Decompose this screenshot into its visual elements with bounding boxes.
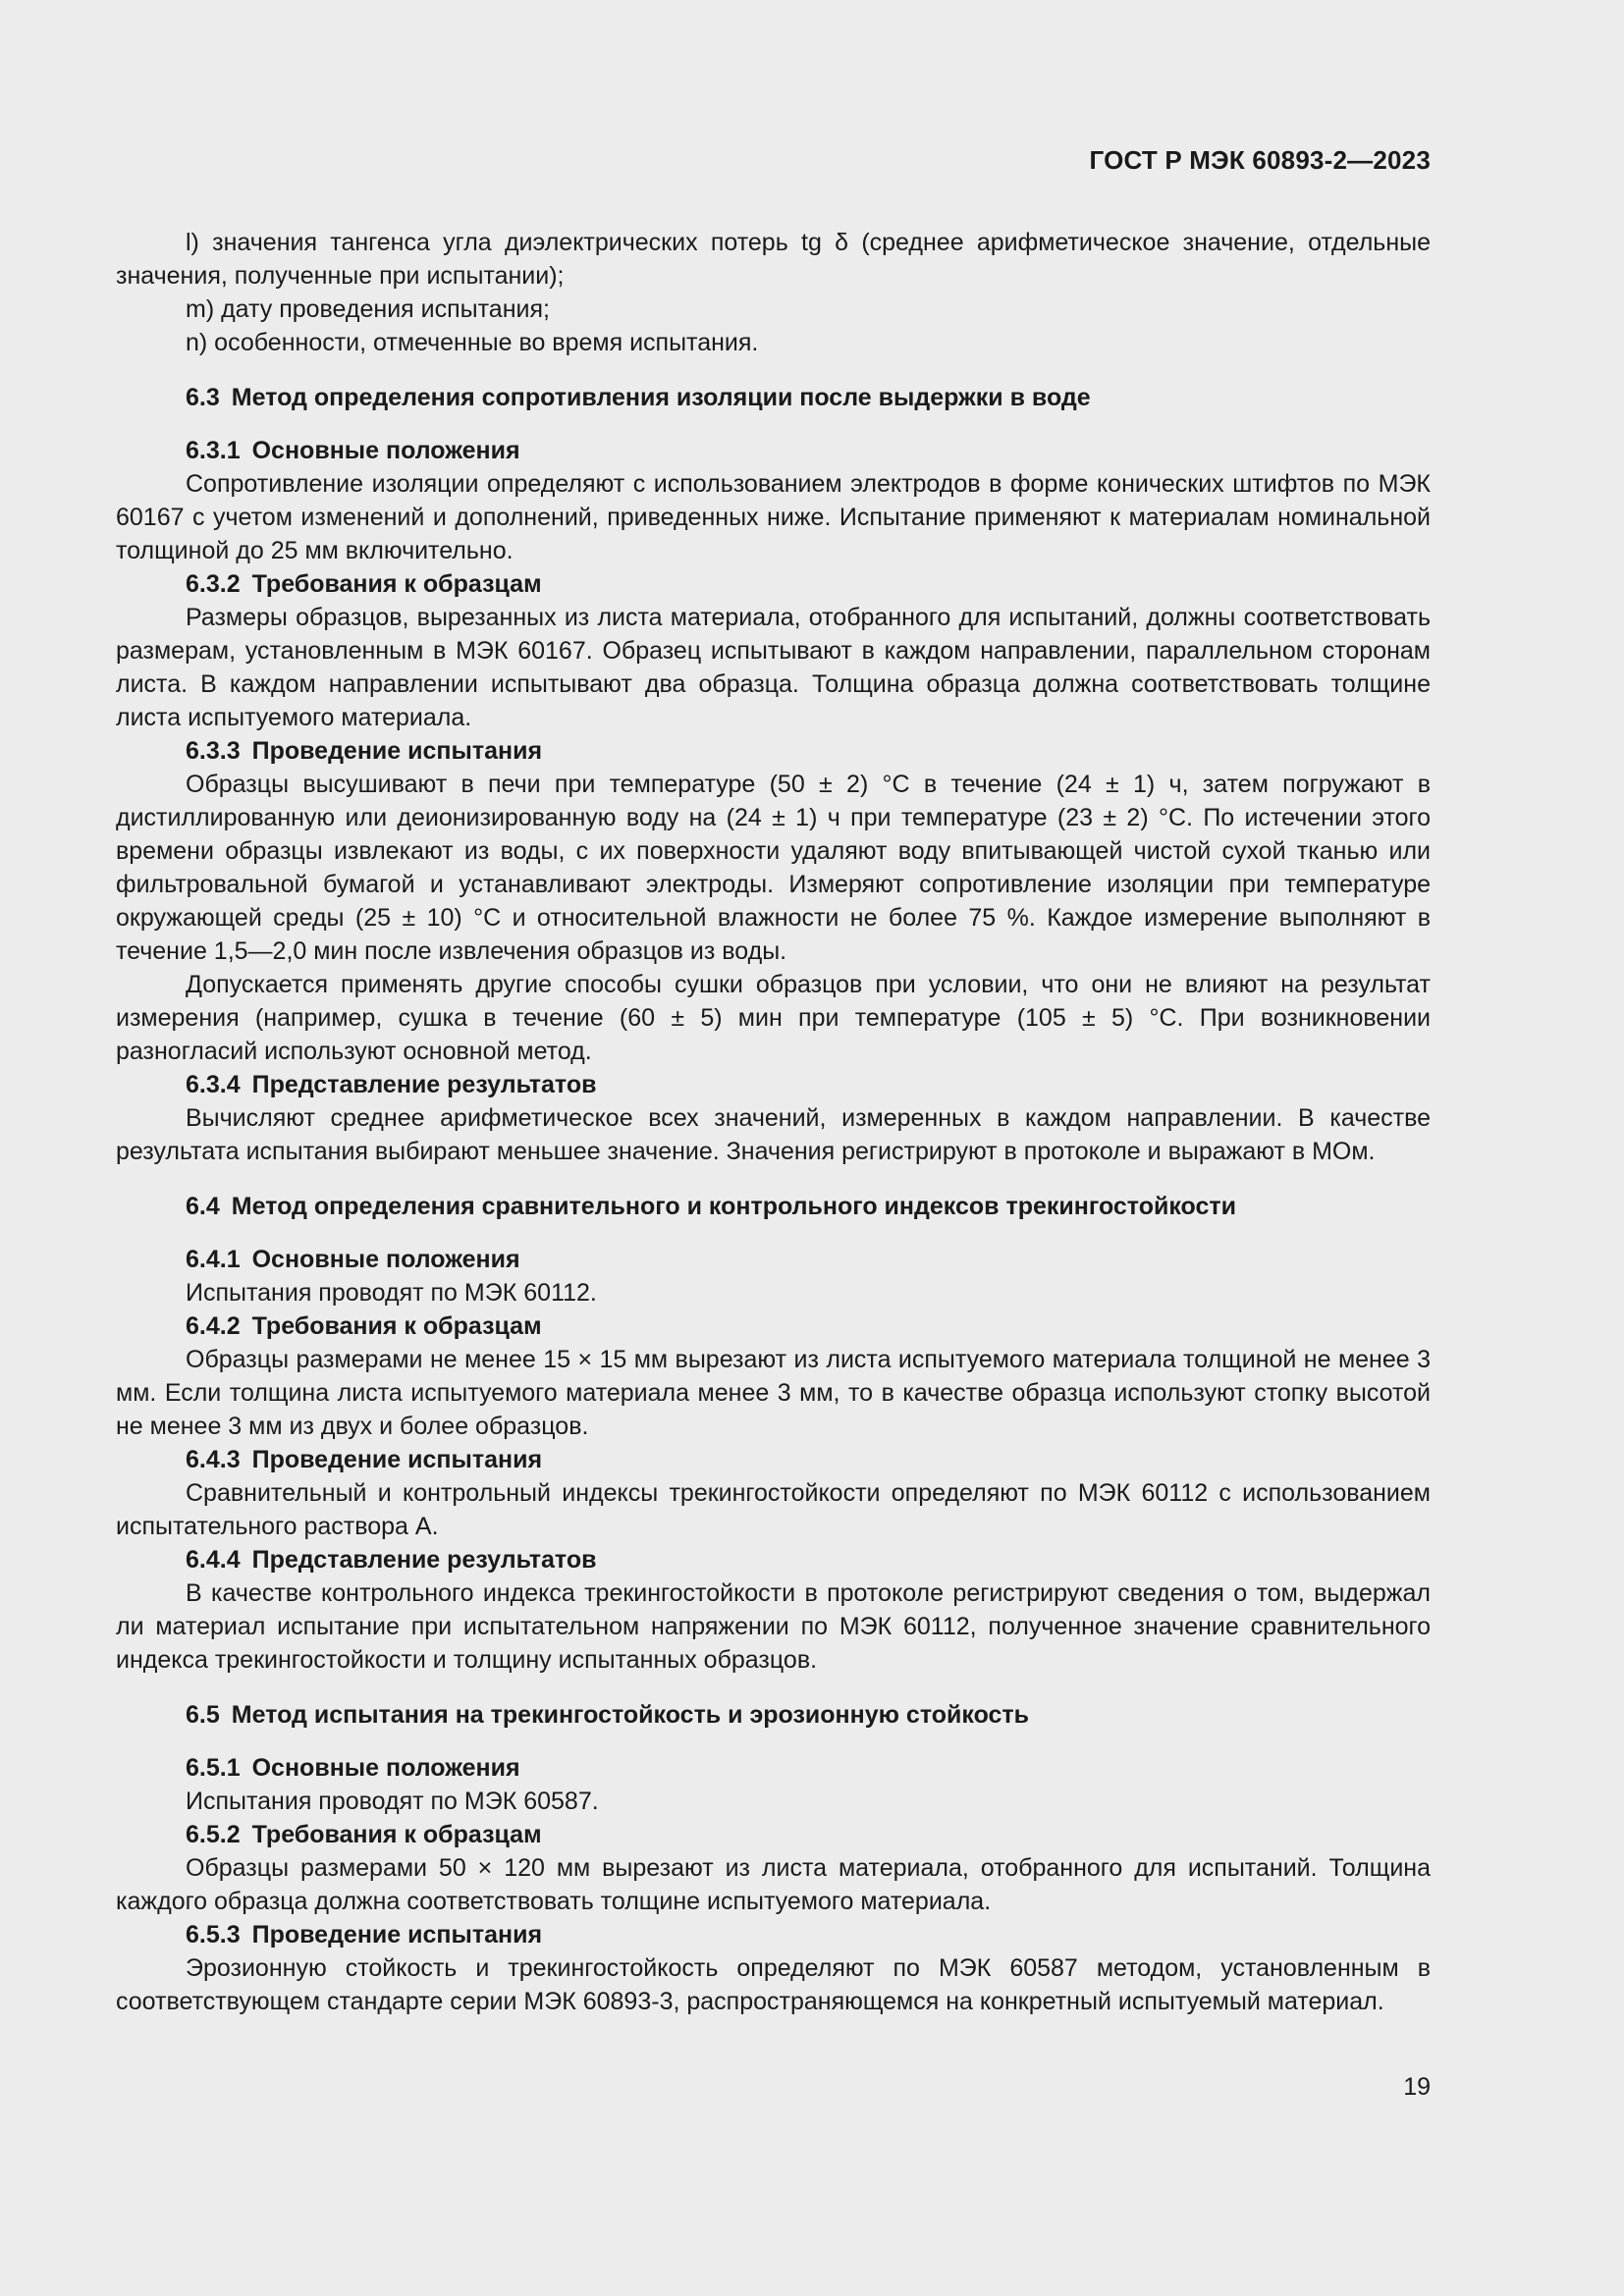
section-heading-6-5: 6.5 Метод испытания на трекингостойкость и эрозионную стойкость: [186, 1701, 1030, 1729]
paragraph-6-3-1: Сопротивление изоляции определяют с использованием электродов в форме конических штифтов по МЭК 60167 с учетом изменений и дополнений, приведенных ниже. Испытание применяют к материалам номинальной толщиной до 25 мм включительно.: [116, 470, 1431, 564]
subsection-heading-6-4-3: 6.4.3 Проведение испытания: [186, 1446, 543, 1473]
subsection-heading-6-4-2: 6.4.2 Требования к образцам: [186, 1312, 542, 1340]
document-code-header: ГОСТ Р МЭК 60893-2—2023: [1089, 145, 1431, 175]
subsection-heading-6-4-1: 6.4.1 Основные положения: [186, 1246, 520, 1273]
document-body: [116, 226, 1431, 2018]
section-heading-6-4: 6.4 Метод определения сравнительного и контрольного индексов трекингостойкости: [186, 1193, 1236, 1220]
paragraph-6-3-3-b: Допускается применять другие способы сушки образцов при условии, что они не влияют на результат измерения (например, сушка в течение (60 ± 5) мин при температуре (105 ± 5) °С. При возникновении разногласий используют основной метод.: [116, 971, 1431, 1065]
page-number: 19: [1403, 2073, 1431, 2101]
paragraph-6-3-2: Размеры образцов, вырезанных из листа материала, отобранного для испытаний, должны соответствовать размерам, установленным в МЭК 60167. Образец испытывают в каждом направлении, параллельном сторонам листа. В каждом направлении испытывают два образца. Толщина образца должна соответствовать толщине листа испытуемого материала.: [116, 604, 1431, 731]
paragraph-6-4-1: Испытания проводят по МЭК 60112.: [186, 1279, 597, 1307]
subsection-heading-6-3-3: 6.3.3 Проведение испытания: [186, 737, 543, 765]
paragraph-6-5-2: Образцы размерами 50 × 120 мм вырезают из листа материала, отобранного для испытаний. Толщина каждого образца должна соответствовать толщине испытуемого материала.: [116, 1854, 1431, 1915]
subsection-heading-6-4-4: 6.4.4 Представление результатов: [186, 1546, 597, 1574]
paragraph-6-3-3-a: Образцы высушивают в печи при температуре (50 ± 2) °С в течение (24 ± 1) ч, затем погружают в дистиллированную или деионизированную воду на (24 ± 1) ч при температуре (23 ± 2) °С. По истечении этого времени образцы извлекают из воды, с их поверхности удаляют воду впитывающей чистой сухой тканью или фильтровальной бумагой и устанавливают электроды. Измеряют сопротивление изоляции при температуре окружающей среды (25 ± 10) °С и относительной влажности не более 75 %. Каждое измерение выполняют в течение 1,5—2,0 мин после извлечения образцов из воды.: [116, 771, 1431, 965]
section-heading-6-3: 6.3 Метод определения сопротивления изоляции после выдержки в воде: [186, 384, 1091, 411]
list-item-l: l) значения тангенса угла диэлектрических потерь tg δ (среднее арифметическое значение, отдельные значения, полученные при испытании);: [116, 229, 1431, 290]
subsection-heading-6-5-3: 6.5.3 Проведение испытания: [186, 1921, 543, 1949]
subsection-heading-6-5-2: 6.5.2 Требования к образцам: [186, 1821, 542, 1848]
subsection-heading-6-5-1: 6.5.1 Основные положения: [186, 1754, 520, 1782]
document-page: [116, 0, 1431, 2296]
paragraph-6-5-3: Эрозионную стойкость и трекингостойкость определяют по МЭК 60587 методом, установленным в соответствующем стандарте серии МЭК 60893-3, распространяющемся на конкретный испытуемый материал.: [116, 1954, 1431, 2015]
paragraph-6-4-3: Сравнительный и контрольный индексы трекингостойкости определяют по МЭК 60112 с использованием испытательного раствора А.: [116, 1479, 1431, 1540]
paragraph-6-4-4: В качестве контрольного индекса трекингостойкости в протоколе регистрируют сведения о том, выдержал ли материал испытание при испытательном напряжении по МЭК 60112, полученное значение сравнительного индекса трекингостойкости и толщину испытанных образцов.: [116, 1579, 1431, 1674]
list-item-m: m) дату проведения испытания;: [186, 295, 550, 323]
list-item-n: n) особенности, отмеченные во время испытания.: [186, 329, 759, 356]
paragraph-6-5-1: Испытания проводят по МЭК 60587.: [186, 1788, 599, 1815]
paragraph-6-3-4: Вычисляют среднее арифметическое всех значений, измеренных в каждом направлении. В качестве результата испытания выбирают меньшее значение. Значения регистрируют в протоколе и выражают в МОм.: [116, 1104, 1431, 1165]
paragraph-6-4-2: Образцы размерами не менее 15 × 15 мм вырезают из листа испытуемого материала толщиной не менее 3 мм. Если толщина листа испытуемого материала менее 3 мм, то в качестве образца используют стопку высотой не менее 3 мм из двух и более образцов.: [116, 1346, 1431, 1440]
subsection-heading-6-3-2: 6.3.2 Требования к образцам: [186, 570, 542, 598]
subsection-heading-6-3-1: 6.3.1 Основные положения: [186, 437, 520, 464]
subsection-heading-6-3-4: 6.3.4 Представление результатов: [186, 1071, 597, 1098]
